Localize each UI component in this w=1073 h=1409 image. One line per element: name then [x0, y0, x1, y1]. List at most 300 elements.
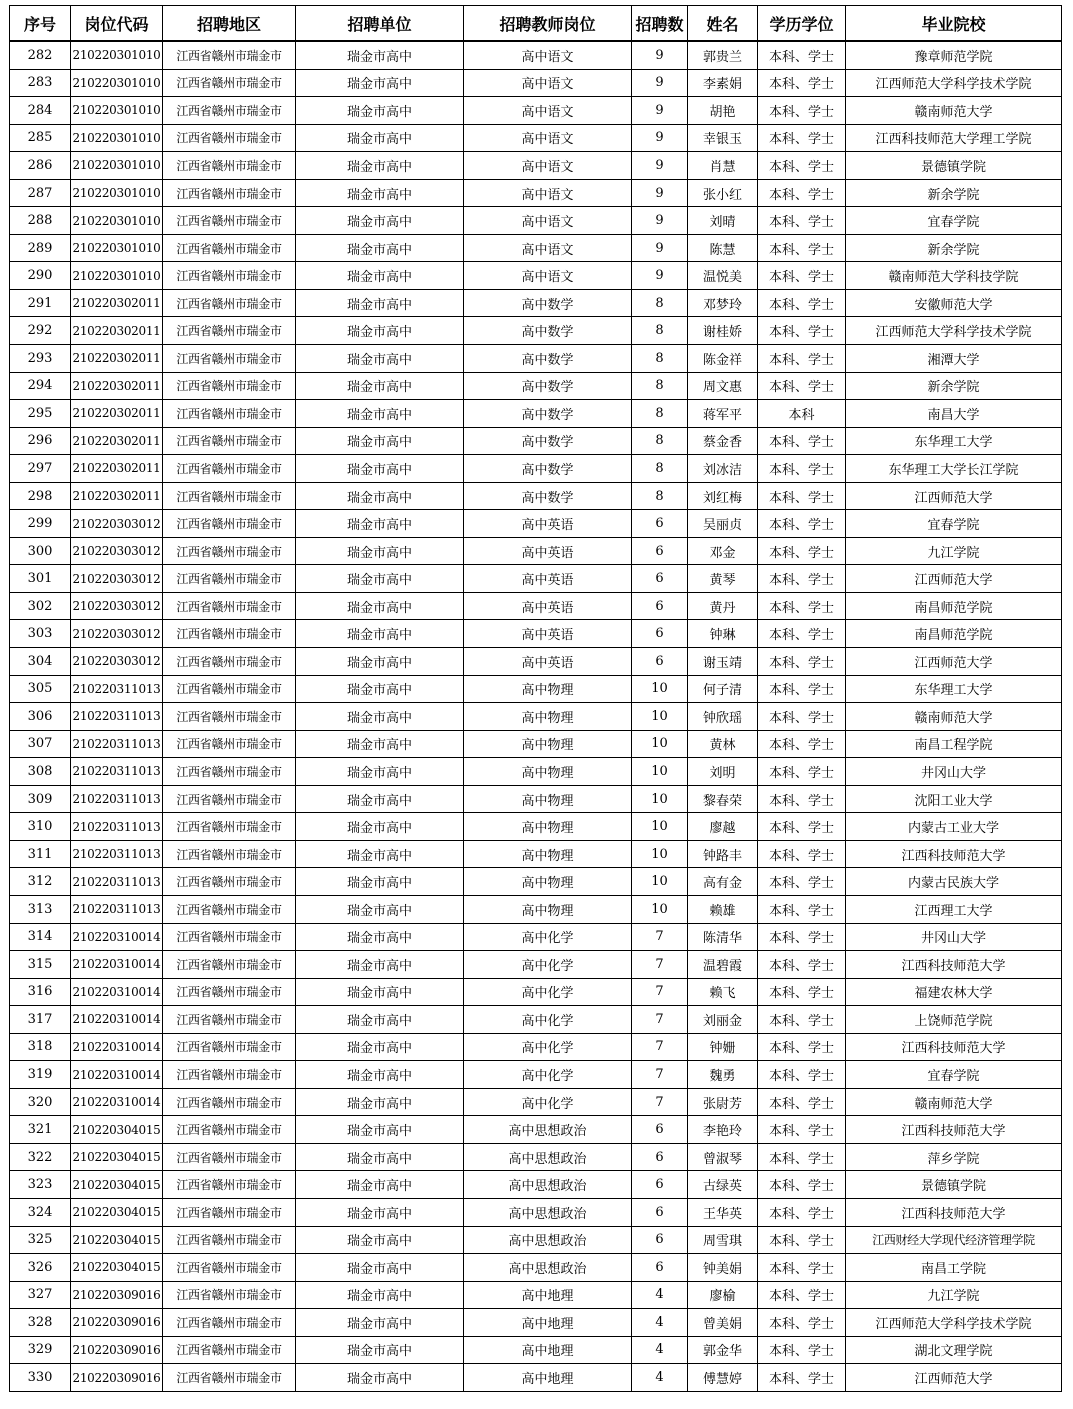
cell-name: 傅慧婷: [688, 1364, 758, 1392]
cell-region: 江西省赣州市瑞金市: [163, 868, 296, 896]
cell-quota: 10: [632, 840, 688, 868]
cell-position: 高中语文: [464, 97, 632, 125]
cell-index: 322: [10, 1143, 71, 1171]
cell-position: 高中英语: [464, 592, 632, 620]
cell-name: 赖飞: [688, 978, 758, 1006]
cell-school: 宜春学院: [846, 1061, 1062, 1089]
table-row: [10, 978, 1062, 1006]
cell-region: 江西省赣州市瑞金市: [163, 482, 296, 510]
cell-school: 福建农林大学: [846, 978, 1062, 1006]
cell-index: 289: [10, 234, 71, 262]
cell-degree: 本科、学士: [758, 455, 846, 483]
cell-region: 江西省赣州市瑞金市: [163, 372, 296, 400]
cell-degree: 本科、学士: [758, 262, 846, 290]
cell-post-code: 210220301010: [71, 41, 163, 69]
cell-post-code: 210220301010: [71, 97, 163, 125]
cell-index: 297: [10, 455, 71, 483]
cell-position: 高中物理: [464, 758, 632, 786]
table-row: [10, 152, 1062, 180]
cell-school: 宜春学院: [846, 510, 1062, 538]
cell-degree: 本科、学士: [758, 1171, 846, 1199]
cell-name: 郭金华: [688, 1336, 758, 1364]
header-cell-unit: 招聘单位: [296, 6, 464, 42]
header-cell-index: 序号: [10, 6, 71, 42]
cell-post-code: 210220310014: [71, 978, 163, 1006]
cell-unit: 瑞金市高中: [296, 813, 464, 841]
cell-post-code: 210220301010: [71, 179, 163, 207]
cell-quota: 8: [632, 427, 688, 455]
cell-degree: 本科、学士: [758, 179, 846, 207]
cell-quota: 9: [632, 124, 688, 152]
cell-school: 景德镇学院: [846, 1171, 1062, 1199]
cell-degree: 本科、学士: [758, 895, 846, 923]
cell-school: 湘潭大学: [846, 345, 1062, 373]
cell-name: 高有金: [688, 868, 758, 896]
cell-quota: 6: [632, 620, 688, 648]
cell-region: 江西省赣州市瑞金市: [163, 1364, 296, 1392]
cell-quota: 9: [632, 179, 688, 207]
cell-post-code: 210220304015: [71, 1226, 163, 1254]
cell-name: 曾淑琴: [688, 1143, 758, 1171]
cell-quota: 9: [632, 97, 688, 125]
cell-quota: 10: [632, 730, 688, 758]
cell-name: 钟姗: [688, 1033, 758, 1061]
cell-school: 江西科技师范大学: [846, 1033, 1062, 1061]
cell-degree: 本科、学士: [758, 868, 846, 896]
cell-post-code: 210220302011: [71, 289, 163, 317]
cell-degree: 本科、学士: [758, 1143, 846, 1171]
cell-quota: 7: [632, 923, 688, 951]
cell-quota: 8: [632, 372, 688, 400]
table-row: [10, 730, 1062, 758]
cell-post-code: 210220311013: [71, 730, 163, 758]
cell-name: 陈慧: [688, 234, 758, 262]
cell-unit: 瑞金市高中: [296, 1006, 464, 1034]
cell-region: 江西省赣州市瑞金市: [163, 345, 296, 373]
header-cell-quota: 招聘数: [632, 6, 688, 42]
cell-post-code: 210220303012: [71, 648, 163, 676]
cell-degree: 本科、学士: [758, 758, 846, 786]
cell-name: 廖越: [688, 813, 758, 841]
header-cell-name: 姓名: [688, 6, 758, 42]
cell-degree: 本科、学士: [758, 951, 846, 979]
cell-post-code: 210220311013: [71, 895, 163, 923]
cell-name: 陈清华: [688, 923, 758, 951]
cell-name: 幸银玉: [688, 124, 758, 152]
cell-name: 古绿英: [688, 1171, 758, 1199]
cell-unit: 瑞金市高中: [296, 234, 464, 262]
cell-index: 329: [10, 1336, 71, 1364]
cell-name: 胡艳: [688, 97, 758, 125]
cell-school: 南昌工学院: [846, 1254, 1062, 1282]
cell-region: 江西省赣州市瑞金市: [163, 97, 296, 125]
cell-index: 302: [10, 592, 71, 620]
cell-degree: 本科、学士: [758, 345, 846, 373]
cell-unit: 瑞金市高中: [296, 592, 464, 620]
cell-name: 黄丹: [688, 592, 758, 620]
cell-school: 井冈山大学: [846, 758, 1062, 786]
cell-position: 高中物理: [464, 895, 632, 923]
cell-degree: 本科、学士: [758, 317, 846, 345]
cell-position: 高中思想政治: [464, 1198, 632, 1226]
cell-region: 江西省赣州市瑞金市: [163, 427, 296, 455]
cell-degree: 本科、学士: [758, 1198, 846, 1226]
cell-region: 江西省赣州市瑞金市: [163, 758, 296, 786]
cell-index: 288: [10, 207, 71, 235]
cell-degree: 本科、学士: [758, 565, 846, 593]
cell-position: 高中化学: [464, 923, 632, 951]
cell-degree: 本科、学士: [758, 1088, 846, 1116]
cell-name: 曾美娟: [688, 1309, 758, 1337]
cell-region: 江西省赣州市瑞金市: [163, 785, 296, 813]
cell-degree: 本科、学士: [758, 730, 846, 758]
cell-quota: 8: [632, 317, 688, 345]
table-row: [10, 1116, 1062, 1144]
cell-position: 高中物理: [464, 840, 632, 868]
cell-quota: 6: [632, 1116, 688, 1144]
cell-index: 327: [10, 1281, 71, 1309]
cell-unit: 瑞金市高中: [296, 317, 464, 345]
cell-school: 江西师范大学科学技术学院: [846, 317, 1062, 345]
cell-index: 292: [10, 317, 71, 345]
cell-index: 311: [10, 840, 71, 868]
cell-position: 高中语文: [464, 124, 632, 152]
cell-region: 江西省赣州市瑞金市: [163, 703, 296, 731]
cell-post-code: 210220311013: [71, 758, 163, 786]
cell-degree: 本科、学士: [758, 510, 846, 538]
cell-school: 新余学院: [846, 234, 1062, 262]
cell-school: 九江学院: [846, 537, 1062, 565]
table-row: [10, 1254, 1062, 1282]
cell-index: 312: [10, 868, 71, 896]
cell-index: 303: [10, 620, 71, 648]
cell-degree: 本科、学士: [758, 675, 846, 703]
cell-position: 高中英语: [464, 510, 632, 538]
cell-school: 萍乡学院: [846, 1143, 1062, 1171]
cell-unit: 瑞金市高中: [296, 868, 464, 896]
cell-name: 刘红梅: [688, 482, 758, 510]
cell-school: 江西师范大学科学技术学院: [846, 1309, 1062, 1337]
table-row: [10, 895, 1062, 923]
cell-school: 江西师范大学: [846, 482, 1062, 510]
cell-position: 高中思想政治: [464, 1171, 632, 1199]
cell-school: 南昌大学: [846, 400, 1062, 428]
cell-index: 286: [10, 152, 71, 180]
cell-index: 317: [10, 1006, 71, 1034]
cell-quota: 9: [632, 69, 688, 97]
cell-name: 李素娟: [688, 69, 758, 97]
cell-school: 赣南师范大学科技学院: [846, 262, 1062, 290]
cell-index: 314: [10, 923, 71, 951]
cell-index: 321: [10, 1116, 71, 1144]
cell-unit: 瑞金市高中: [296, 1254, 464, 1282]
cell-index: 291: [10, 289, 71, 317]
table-row: [10, 1309, 1062, 1337]
table-row: [10, 840, 1062, 868]
cell-quota: 6: [632, 1226, 688, 1254]
cell-unit: 瑞金市高中: [296, 372, 464, 400]
cell-position: 高中地理: [464, 1281, 632, 1309]
cell-index: 326: [10, 1254, 71, 1282]
table-row: [10, 703, 1062, 731]
cell-post-code: 210220304015: [71, 1254, 163, 1282]
cell-name: 郭贵兰: [688, 41, 758, 69]
cell-name: 周文惠: [688, 372, 758, 400]
cell-position: 高中数学: [464, 455, 632, 483]
cell-quota: 10: [632, 785, 688, 813]
cell-quota: 8: [632, 400, 688, 428]
cell-position: 高中物理: [464, 730, 632, 758]
cell-region: 江西省赣州市瑞金市: [163, 1006, 296, 1034]
cell-school: 江西科技师范大学: [846, 951, 1062, 979]
cell-degree: 本科、学士: [758, 620, 846, 648]
cell-school: 江西科技师范大学理工学院: [846, 124, 1062, 152]
cell-post-code: 210220302011: [71, 427, 163, 455]
cell-school: 沈阳工业大学: [846, 785, 1062, 813]
cell-degree: 本科、学士: [758, 289, 846, 317]
cell-name: 赖雄: [688, 895, 758, 923]
table-row: [10, 537, 1062, 565]
cell-post-code: 210220311013: [71, 840, 163, 868]
cell-region: 江西省赣州市瑞金市: [163, 400, 296, 428]
cell-degree: 本科、学士: [758, 703, 846, 731]
cell-quota: 6: [632, 1143, 688, 1171]
cell-position: 高中语文: [464, 234, 632, 262]
cell-index: 307: [10, 730, 71, 758]
cell-region: 江西省赣州市瑞金市: [163, 510, 296, 538]
cell-post-code: 210220303012: [71, 510, 163, 538]
cell-region: 江西省赣州市瑞金市: [163, 1198, 296, 1226]
cell-name: 陈金祥: [688, 345, 758, 373]
cell-region: 江西省赣州市瑞金市: [163, 592, 296, 620]
cell-name: 钟欣瑶: [688, 703, 758, 731]
cell-name: 钟琳: [688, 620, 758, 648]
cell-position: 高中数学: [464, 317, 632, 345]
cell-unit: 瑞金市高中: [296, 124, 464, 152]
cell-post-code: 210220309016: [71, 1336, 163, 1364]
table-row: [10, 345, 1062, 373]
cell-degree: 本科、学士: [758, 124, 846, 152]
cell-school: 江西财经大学现代经济管理学院: [846, 1226, 1062, 1254]
cell-region: 江西省赣州市瑞金市: [163, 620, 296, 648]
cell-degree: 本科、学士: [758, 537, 846, 565]
cell-quota: 7: [632, 951, 688, 979]
cell-index: 323: [10, 1171, 71, 1199]
table-row: [10, 207, 1062, 235]
cell-index: 287: [10, 179, 71, 207]
cell-degree: 本科、学士: [758, 1281, 846, 1309]
cell-region: 江西省赣州市瑞金市: [163, 207, 296, 235]
table-row: [10, 1033, 1062, 1061]
cell-index: 316: [10, 978, 71, 1006]
cell-index: 296: [10, 427, 71, 455]
cell-position: 高中物理: [464, 785, 632, 813]
cell-region: 江西省赣州市瑞金市: [163, 317, 296, 345]
cell-name: 温碧霞: [688, 951, 758, 979]
cell-unit: 瑞金市高中: [296, 1033, 464, 1061]
cell-position: 高中语文: [464, 69, 632, 97]
cell-index: 320: [10, 1088, 71, 1116]
cell-position: 高中物理: [464, 675, 632, 703]
cell-name: 肖慧: [688, 152, 758, 180]
cell-name: 何子清: [688, 675, 758, 703]
cell-post-code: 210220303012: [71, 537, 163, 565]
cell-index: 295: [10, 400, 71, 428]
table-row: [10, 455, 1062, 483]
cell-degree: 本科、学士: [758, 1226, 846, 1254]
cell-region: 江西省赣州市瑞金市: [163, 124, 296, 152]
cell-region: 江西省赣州市瑞金市: [163, 1171, 296, 1199]
cell-index: 282: [10, 41, 71, 69]
cell-region: 江西省赣州市瑞金市: [163, 262, 296, 290]
cell-region: 江西省赣州市瑞金市: [163, 1226, 296, 1254]
cell-name: 谢桂娇: [688, 317, 758, 345]
cell-unit: 瑞金市高中: [296, 1198, 464, 1226]
cell-degree: 本科、学士: [758, 840, 846, 868]
cell-position: 高中语文: [464, 41, 632, 69]
page: [9, 5, 1062, 1392]
cell-region: 江西省赣州市瑞金市: [163, 1061, 296, 1089]
cell-region: 江西省赣州市瑞金市: [163, 1309, 296, 1337]
cell-post-code: 210220302011: [71, 400, 163, 428]
cell-school: 宜春学院: [846, 207, 1062, 235]
cell-name: 张小红: [688, 179, 758, 207]
cell-degree: 本科、学士: [758, 592, 846, 620]
cell-post-code: 210220311013: [71, 785, 163, 813]
cell-school: 东华理工大学: [846, 675, 1062, 703]
cell-school: 东华理工大学长江学院: [846, 455, 1062, 483]
cell-post-code: 210220310014: [71, 1033, 163, 1061]
cell-degree: 本科、学士: [758, 1116, 846, 1144]
cell-position: 高中思想政治: [464, 1143, 632, 1171]
cell-position: 高中数学: [464, 400, 632, 428]
table-row: [10, 1006, 1062, 1034]
cell-region: 江西省赣州市瑞金市: [163, 1254, 296, 1282]
cell-school: 江西师范大学: [846, 565, 1062, 593]
table-row: [10, 1336, 1062, 1364]
cell-index: 284: [10, 97, 71, 125]
cell-unit: 瑞金市高中: [296, 537, 464, 565]
cell-quota: 8: [632, 455, 688, 483]
cell-unit: 瑞金市高中: [296, 1281, 464, 1309]
cell-degree: 本科、学士: [758, 1364, 846, 1392]
cell-quota: 10: [632, 813, 688, 841]
cell-post-code: 210220301010: [71, 69, 163, 97]
cell-post-code: 210220302011: [71, 317, 163, 345]
cell-region: 江西省赣州市瑞金市: [163, 1143, 296, 1171]
cell-quota: 7: [632, 1033, 688, 1061]
cell-school: 内蒙古工业大学: [846, 813, 1062, 841]
table-row: [10, 482, 1062, 510]
cell-quota: 6: [632, 592, 688, 620]
cell-unit: 瑞金市高中: [296, 41, 464, 69]
cell-quota: 7: [632, 1088, 688, 1116]
cell-position: 高中英语: [464, 565, 632, 593]
cell-post-code: 210220302011: [71, 372, 163, 400]
cell-school: 江西科技师范大学: [846, 840, 1062, 868]
cell-unit: 瑞金市高中: [296, 785, 464, 813]
cell-degree: 本科、学士: [758, 813, 846, 841]
cell-index: 325: [10, 1226, 71, 1254]
cell-degree: 本科、学士: [758, 97, 846, 125]
cell-unit: 瑞金市高中: [296, 1171, 464, 1199]
table-row: [10, 758, 1062, 786]
cell-unit: 瑞金市高中: [296, 179, 464, 207]
table-row: [10, 1088, 1062, 1116]
cell-school: 东华理工大学: [846, 427, 1062, 455]
cell-school: 豫章师范学院: [846, 41, 1062, 69]
cell-post-code: 210220311013: [71, 868, 163, 896]
cell-quota: 8: [632, 289, 688, 317]
cell-region: 江西省赣州市瑞金市: [163, 648, 296, 676]
cell-quota: 10: [632, 675, 688, 703]
cell-school: 安徽师范大学: [846, 289, 1062, 317]
cell-degree: 本科、学士: [758, 1309, 846, 1337]
cell-name: 蔡金香: [688, 427, 758, 455]
recruitment-table: [9, 5, 1062, 1392]
cell-unit: 瑞金市高中: [296, 1226, 464, 1254]
cell-quota: 4: [632, 1364, 688, 1392]
cell-unit: 瑞金市高中: [296, 895, 464, 923]
cell-region: 江西省赣州市瑞金市: [163, 455, 296, 483]
cell-quota: 10: [632, 868, 688, 896]
cell-degree: 本科、学士: [758, 152, 846, 180]
cell-school: 赣南师范大学: [846, 703, 1062, 731]
cell-degree: 本科、学士: [758, 1061, 846, 1089]
cell-school: 上饶师范学院: [846, 1006, 1062, 1034]
cell-post-code: 210220310014: [71, 1061, 163, 1089]
cell-name: 刘冰洁: [688, 455, 758, 483]
cell-index: 285: [10, 124, 71, 152]
cell-index: 330: [10, 1364, 71, 1392]
table-row: [10, 923, 1062, 951]
cell-unit: 瑞金市高中: [296, 345, 464, 373]
cell-position: 高中化学: [464, 978, 632, 1006]
cell-position: 高中化学: [464, 951, 632, 979]
cell-unit: 瑞金市高中: [296, 1088, 464, 1116]
cell-unit: 瑞金市高中: [296, 455, 464, 483]
table-row: [10, 1364, 1062, 1392]
cell-degree: 本科、学士: [758, 1033, 846, 1061]
cell-region: 江西省赣州市瑞金市: [163, 1033, 296, 1061]
cell-degree: 本科: [758, 400, 846, 428]
cell-position: 高中数学: [464, 427, 632, 455]
table-row: [10, 1198, 1062, 1226]
cell-name: 张尉芳: [688, 1088, 758, 1116]
cell-index: 315: [10, 951, 71, 979]
cell-post-code: 210220311013: [71, 703, 163, 731]
table-row: [10, 262, 1062, 290]
cell-post-code: 210220302011: [71, 455, 163, 483]
table-row: [10, 427, 1062, 455]
cell-position: 高中化学: [464, 1033, 632, 1061]
cell-school: 赣南师范大学: [846, 1088, 1062, 1116]
cell-quota: 6: [632, 648, 688, 676]
cell-unit: 瑞金市高中: [296, 730, 464, 758]
cell-region: 江西省赣州市瑞金市: [163, 895, 296, 923]
cell-degree: 本科、学士: [758, 234, 846, 262]
cell-region: 江西省赣州市瑞金市: [163, 675, 296, 703]
cell-school: 景德镇学院: [846, 152, 1062, 180]
cell-region: 江西省赣州市瑞金市: [163, 978, 296, 1006]
header-cell-degree: 学历学位: [758, 6, 846, 42]
cell-unit: 瑞金市高中: [296, 207, 464, 235]
cell-region: 江西省赣州市瑞金市: [163, 951, 296, 979]
cell-degree: 本科、学士: [758, 482, 846, 510]
cell-name: 黄林: [688, 730, 758, 758]
cell-school: 江西科技师范大学: [846, 1116, 1062, 1144]
table-row: [10, 1281, 1062, 1309]
